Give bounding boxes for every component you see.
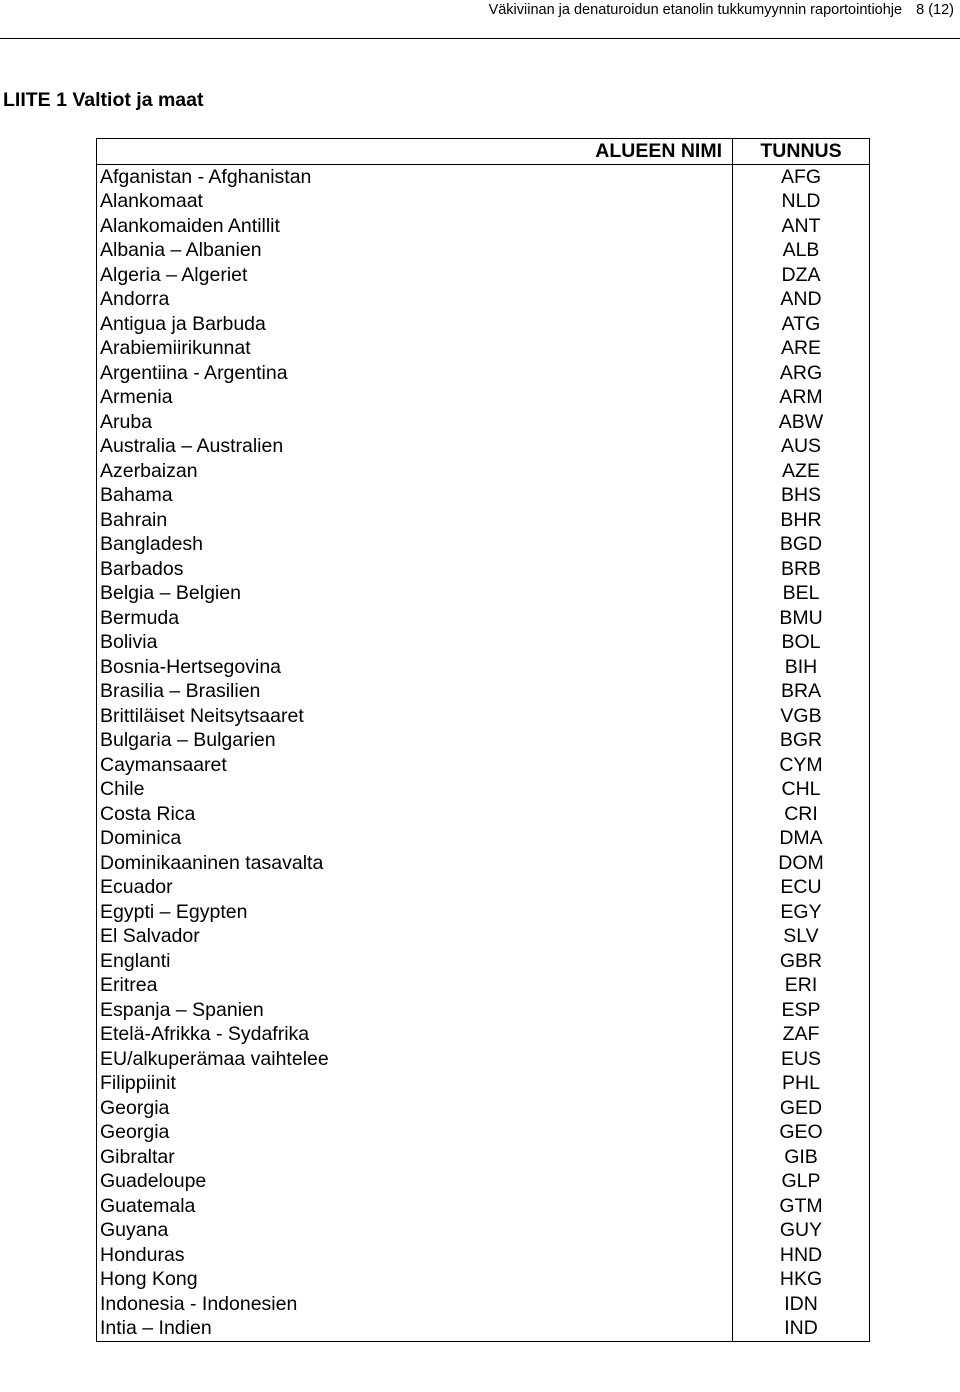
area-name-cell: Englanti: [97, 949, 733, 974]
area-name-cell: EU/alkuperämaa vaihtelee: [97, 1047, 733, 1072]
area-name-cell: Bahama: [97, 483, 733, 508]
country-code-table: [96, 138, 870, 1342]
table-row: [97, 508, 870, 533]
area-code-cell: DZA: [733, 263, 870, 288]
header-divider: [0, 38, 960, 39]
table-row: [97, 1120, 870, 1145]
table-row: [97, 1218, 870, 1243]
area-name-cell: Afganistan - Afghanistan: [97, 164, 733, 189]
area-code-cell: ARM: [733, 385, 870, 410]
area-code-cell: CHL: [733, 777, 870, 802]
area-code-cell: EGY: [733, 900, 870, 925]
area-code-cell: ATG: [733, 312, 870, 337]
table-row: [97, 777, 870, 802]
table-row: [97, 973, 870, 998]
area-code-cell: ESP: [733, 998, 870, 1023]
table-row: [97, 1292, 870, 1317]
table-row: [97, 164, 870, 189]
area-code-cell: ECU: [733, 875, 870, 900]
table-header-row: [97, 139, 870, 165]
table-row: [97, 826, 870, 851]
area-code-cell: HND: [733, 1243, 870, 1268]
document-title: Väkiviinan ja denaturoidun etanolin tukkumyynnin raportointiohje: [488, 2, 903, 18]
area-name-cell: Argentiina - Argentina: [97, 361, 733, 386]
area-code-cell: BEL: [733, 581, 870, 606]
area-name-cell: Guatemala: [97, 1194, 733, 1219]
area-code-cell: BHS: [733, 483, 870, 508]
area-code-cell: ARG: [733, 361, 870, 386]
area-name-cell: Antigua ja Barbuda: [97, 312, 733, 337]
area-name-cell: Costa Rica: [97, 802, 733, 827]
area-code-cell: ARE: [733, 336, 870, 361]
area-name-cell: Bangladesh: [97, 532, 733, 557]
area-code-cell: IDN: [733, 1292, 870, 1317]
table-row: [97, 875, 870, 900]
table-row: [97, 679, 870, 704]
area-code-cell: ANT: [733, 214, 870, 239]
area-name-cell: Algeria – Algeriet: [97, 263, 733, 288]
area-name-cell: Caymansaaret: [97, 753, 733, 778]
area-code-cell: BRA: [733, 679, 870, 704]
area-code-cell: GED: [733, 1096, 870, 1121]
area-code-cell: DMA: [733, 826, 870, 851]
area-code-cell: AUS: [733, 434, 870, 459]
area-code-cell: EUS: [733, 1047, 870, 1072]
area-name-cell: Intia – Indien: [97, 1316, 733, 1341]
table-row: [97, 410, 870, 435]
area-code-cell: BRB: [733, 557, 870, 582]
table-row: [97, 287, 870, 312]
area-code-cell: SLV: [733, 924, 870, 949]
area-name-cell: El Salvador: [97, 924, 733, 949]
table-row: [97, 1047, 870, 1072]
area-code-cell: ALB: [733, 238, 870, 263]
table-row: [97, 1169, 870, 1194]
area-name-cell: Indonesia - Indonesien: [97, 1292, 733, 1317]
area-code-cell: ABW: [733, 410, 870, 435]
area-code-cell: VGB: [733, 704, 870, 729]
table-row: [97, 1243, 870, 1268]
table-row: [97, 704, 870, 729]
area-name-cell: Eritrea: [97, 973, 733, 998]
table-row: [97, 630, 870, 655]
area-code-cell: BOL: [733, 630, 870, 655]
area-code-cell: NLD: [733, 189, 870, 214]
area-code-cell: HKG: [733, 1267, 870, 1292]
area-name-cell: Alankomaat: [97, 189, 733, 214]
area-code-cell: BHR: [733, 508, 870, 533]
column-header-code: TUNNUS: [733, 139, 870, 165]
area-name-cell: Aruba: [97, 410, 733, 435]
table-row: [97, 1145, 870, 1170]
area-name-cell: Gibraltar: [97, 1145, 733, 1170]
area-name-cell: Bolivia: [97, 630, 733, 655]
table-row: [97, 263, 870, 288]
area-code-cell: AFG: [733, 164, 870, 189]
area-code-cell: GLP: [733, 1169, 870, 1194]
area-code-cell: DOM: [733, 851, 870, 876]
table-row: [97, 1071, 870, 1096]
area-name-cell: Azerbaizan: [97, 459, 733, 484]
table-row: [97, 189, 870, 214]
area-code-cell: CYM: [733, 753, 870, 778]
area-code-cell: BGR: [733, 728, 870, 753]
table-row: [97, 385, 870, 410]
area-code-cell: CRI: [733, 802, 870, 827]
running-header: [489, 2, 954, 18]
area-name-cell: Etelä-Afrikka - Sydafrika: [97, 1022, 733, 1047]
area-name-cell: Australia – Australien: [97, 434, 733, 459]
table-row: [97, 924, 870, 949]
table-row: [97, 753, 870, 778]
table-row: [97, 581, 870, 606]
table-row: [97, 728, 870, 753]
area-code-cell: PHL: [733, 1071, 870, 1096]
area-code-cell: AZE: [733, 459, 870, 484]
table-row: [97, 557, 870, 582]
area-name-cell: Egypti – Egypten: [97, 900, 733, 925]
area-name-cell: Belgia – Belgien: [97, 581, 733, 606]
area-code-cell: BGD: [733, 532, 870, 557]
area-name-cell: Georgia: [97, 1120, 733, 1145]
area-name-cell: Dominikaaninen tasavalta: [97, 851, 733, 876]
area-name-cell: Filippiinit: [97, 1071, 733, 1096]
table-row: [97, 606, 870, 631]
area-name-cell: Andorra: [97, 287, 733, 312]
area-code-cell: IND: [733, 1316, 870, 1341]
table-body: [97, 164, 870, 1341]
table-row: [97, 238, 870, 263]
table-row: [97, 655, 870, 680]
area-name-cell: Brasilia – Brasilien: [97, 679, 733, 704]
table-row: [97, 1022, 870, 1047]
area-code-cell: AND: [733, 287, 870, 312]
area-code-cell: ZAF: [733, 1022, 870, 1047]
area-code-cell: GUY: [733, 1218, 870, 1243]
area-name-cell: Bosnia-Hertsegovina: [97, 655, 733, 680]
area-name-cell: Armenia: [97, 385, 733, 410]
area-name-cell: Guyana: [97, 1218, 733, 1243]
area-code-cell: ERI: [733, 973, 870, 998]
table-row: [97, 998, 870, 1023]
area-name-cell: Honduras: [97, 1243, 733, 1268]
area-name-cell: Albania – Albanien: [97, 238, 733, 263]
area-code-cell: BIH: [733, 655, 870, 680]
area-name-cell: Brittiläiset Neitsytsaaret: [97, 704, 733, 729]
area-code-cell: GBR: [733, 949, 870, 974]
area-code-cell: GIB: [733, 1145, 870, 1170]
table-row: [97, 851, 870, 876]
area-name-cell: Bulgaria – Bulgarien: [97, 728, 733, 753]
area-name-cell: Hong Kong: [97, 1267, 733, 1292]
area-name-cell: Bahrain: [97, 508, 733, 533]
area-name-cell: Arabiemiirikunnat: [97, 336, 733, 361]
table-row: [97, 949, 870, 974]
area-name-cell: Alankomaiden Antillit: [97, 214, 733, 239]
page-number: 8 (12): [916, 2, 954, 18]
table-row: [97, 312, 870, 337]
table-row: [97, 1194, 870, 1219]
column-header-area-name: ALUEEN NIMI: [97, 139, 733, 165]
area-name-cell: Barbados: [97, 557, 733, 582]
appendix-title: LIITE 1 Valtiot ja maat: [3, 89, 204, 111]
table-row: [97, 214, 870, 239]
table-row: [97, 361, 870, 386]
area-code-cell: GTM: [733, 1194, 870, 1219]
area-code-cell: BMU: [733, 606, 870, 631]
table-row: [97, 1316, 870, 1341]
table-row: [97, 483, 870, 508]
area-name-cell: Dominica: [97, 826, 733, 851]
area-name-cell: Ecuador: [97, 875, 733, 900]
area-code-cell: GEO: [733, 1120, 870, 1145]
table-row: [97, 1267, 870, 1292]
table-row: [97, 900, 870, 925]
area-name-cell: Bermuda: [97, 606, 733, 631]
table-row: [97, 532, 870, 557]
table-row: [97, 336, 870, 361]
area-name-cell: Chile: [97, 777, 733, 802]
area-name-cell: Guadeloupe: [97, 1169, 733, 1194]
table-row: [97, 459, 870, 484]
area-name-cell: Espanja – Spanien: [97, 998, 733, 1023]
table-row: [97, 1096, 870, 1121]
table-row: [97, 434, 870, 459]
table-row: [97, 802, 870, 827]
area-name-cell: Georgia: [97, 1096, 733, 1121]
